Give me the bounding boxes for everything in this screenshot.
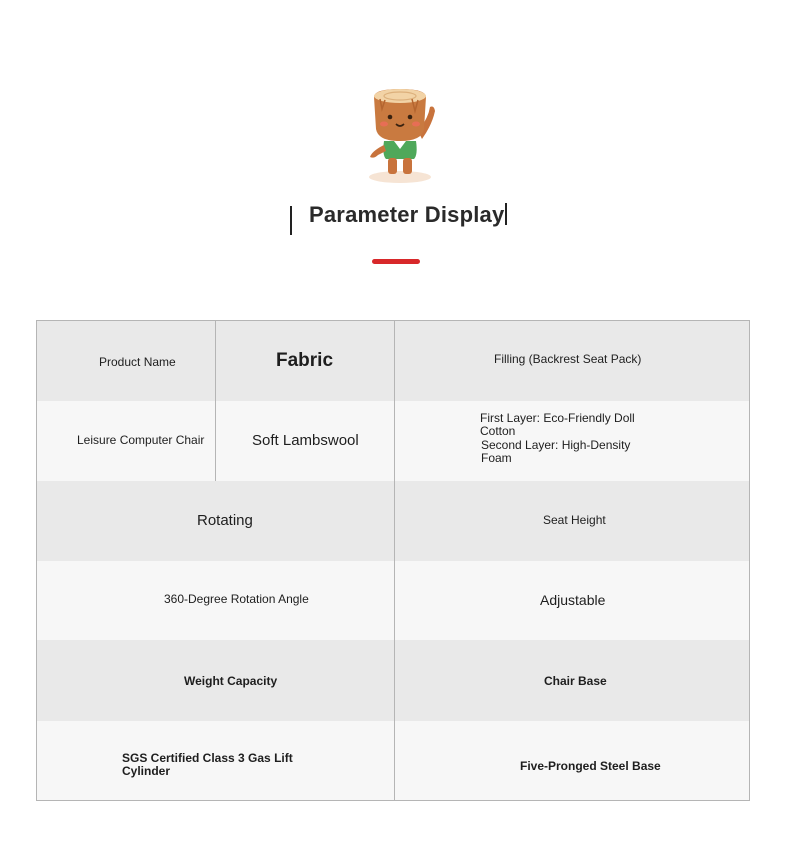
fabric-label: Fabric	[276, 350, 334, 371]
table-cell	[394, 401, 749, 481]
table-row	[37, 721, 749, 800]
table-row	[37, 321, 749, 402]
chair-base-label: Chair Base	[544, 674, 607, 688]
chair-base-value: Five-Pronged Steel Base	[520, 759, 661, 773]
text-caret	[505, 203, 507, 225]
table-cell	[394, 640, 749, 721]
table-row	[37, 640, 749, 722]
weight-capacity-value: SGS Certified Class 3 Gas Lift Cylinder	[122, 751, 293, 778]
product-name-label: Product Name	[99, 355, 176, 369]
seat-height-value: Adjustable	[540, 592, 606, 608]
table-row	[37, 561, 749, 641]
table-cell	[215, 401, 394, 481]
rotating-value: 360-Degree Rotation Angle	[164, 592, 309, 606]
table-cell	[394, 321, 749, 401]
table-row	[37, 481, 749, 562]
title-divider	[290, 206, 292, 235]
section-header	[0, 196, 790, 240]
rotating-label: Rotating	[197, 512, 253, 529]
table-cell	[37, 401, 215, 481]
filling-label: Filling (Backrest Seat Pack)	[494, 352, 642, 366]
table-cell	[37, 640, 394, 721]
table-cell	[394, 561, 749, 640]
table-cell	[394, 721, 749, 800]
product-name-value: Leisure Computer Chair	[77, 433, 205, 447]
table-cell	[37, 721, 394, 800]
weight-capacity-label: Weight Capacity	[184, 674, 278, 688]
filling-value-second-layer: Second Layer: High-Density Foam	[481, 438, 631, 465]
table-cell	[394, 481, 749, 561]
tree-stump-mascot-icon	[360, 85, 440, 185]
seat-height-label: Seat Height	[543, 513, 606, 527]
table-cell	[37, 321, 215, 401]
fabric-value: Soft Lambswool	[252, 432, 359, 449]
table-cell	[37, 561, 394, 640]
table-row	[37, 401, 749, 482]
title-accent-line	[372, 259, 420, 264]
filling-value-first-layer: First Layer: Eco-Friendly Doll Cotton	[480, 411, 635, 438]
table-cell	[215, 321, 394, 401]
parameter-table	[36, 320, 750, 801]
page-title: Parameter Display	[309, 202, 507, 228]
table-cell	[37, 481, 394, 561]
